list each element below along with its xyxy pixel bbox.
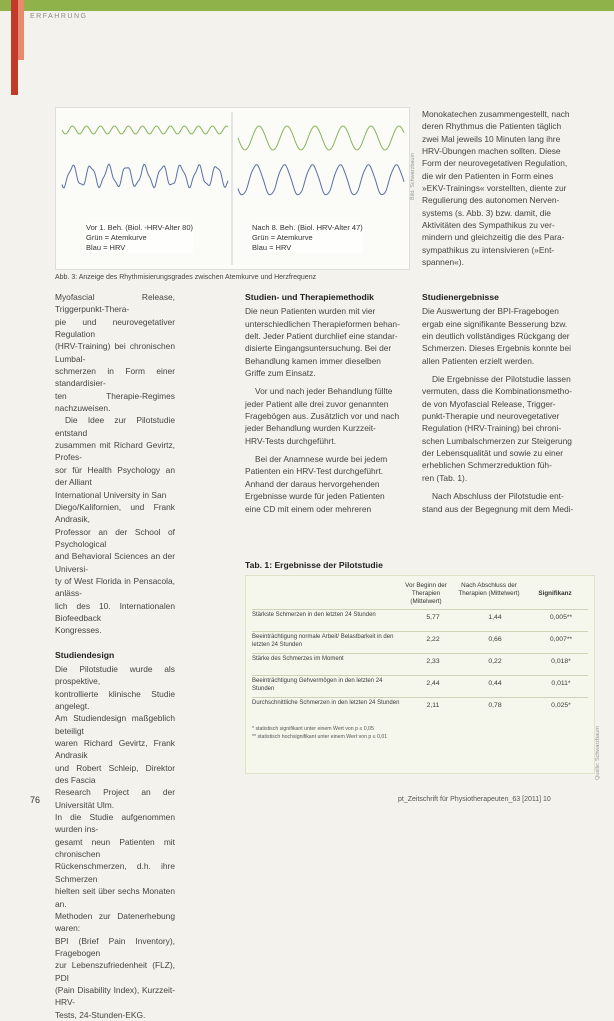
figure-legend-left xyxy=(86,223,193,253)
text-line: Methoden zur Datenerhebung waren: xyxy=(55,910,175,934)
text-line: jeder Behandlung wurden Kurzzeit- xyxy=(245,423,376,434)
text-line: In die Studie aufgenommen wurden ins- xyxy=(55,812,175,835)
text-line: HRV-Übungen machen sollten. Diese xyxy=(422,146,561,157)
breath-curve-before xyxy=(62,126,228,134)
hrv-curve-after xyxy=(238,165,404,195)
heading-studienergebnisse: Studienergebnisse xyxy=(422,292,499,302)
row-value-after: 0,78 xyxy=(488,702,502,709)
column-middle xyxy=(245,291,413,515)
text-line: Diego/Kalifornien, und Frank Andrasik, xyxy=(55,501,175,525)
figure-hrv xyxy=(55,107,410,270)
row-value-before: 2,33 xyxy=(426,658,440,665)
text-line: spannen«). xyxy=(422,257,464,268)
table-header: Nach Abschluss der Therapien (Mittelwert) xyxy=(458,582,520,597)
row-significance: 0,005** xyxy=(549,614,573,621)
text-line: erheblichen Schmerzreduktion füh- xyxy=(422,460,552,471)
text-line: zwei Mal jeweils 10 Minuten lang ihre xyxy=(422,133,561,144)
text-line: zusammen mit Richard Gevirtz, Profes- xyxy=(55,440,175,463)
text-line: stand aus der Begegnung mit dem Medi- xyxy=(422,503,574,514)
table-row xyxy=(252,609,588,628)
row-value-after: 0,22 xyxy=(488,658,502,665)
text-line: Bei der Anamnese wurde bei jedem xyxy=(255,454,388,465)
text-line: de von Myofascial Release, Trigger- xyxy=(422,398,556,409)
table-row xyxy=(252,697,588,716)
figure-credit: Bild: Schwarzbaum xyxy=(410,152,416,200)
text-line: sor für Health Psychology an der Alliant xyxy=(55,464,175,488)
text-line: deren Rhythmus die Patienten täglich xyxy=(422,121,562,132)
row-value-before: 2,44 xyxy=(426,680,440,687)
text-line: Kongresses. xyxy=(55,625,102,636)
text-line: Form der neurovegetativen Regulation, xyxy=(422,158,568,169)
table-title: Tab. 1: Ergebnisse der Pilotstudie xyxy=(245,560,383,570)
text-line: Die neun Patienten wurden mit vier xyxy=(245,306,376,317)
text-line: schmerzen in Form einer standardisier- xyxy=(55,366,175,389)
legend-line: Grün = Atemkurve xyxy=(252,233,313,242)
text-line: kontrollierte klinische Studie angelegt. xyxy=(55,688,175,711)
text-line: Die Idee zur Pilotstudie entstand xyxy=(55,415,175,438)
text-line: Schmerzen. Dieses Ergebnis konnte bei xyxy=(422,343,571,354)
journal-footer: pt_Zeitschrift für Physiotherapeuten_63 [2011] 10 xyxy=(398,796,551,803)
text-line: ein deutlich vollständiges Rückgang der xyxy=(422,331,570,342)
text-line: hielten seit über sechs Monaten an. xyxy=(55,886,175,909)
row-value-before: 2,22 xyxy=(426,636,440,643)
text-line: Vor und nach jeder Behandlung füllte xyxy=(255,386,393,397)
row-significance: 0,011* xyxy=(551,680,571,687)
legend-line: Blau = HRV xyxy=(252,243,292,252)
text-line: vermuten, dass die Kombinationsmetho- xyxy=(422,386,572,397)
column-left xyxy=(55,291,175,1021)
text-line: Fragebögen aus. Zusätzlich vor und nach xyxy=(245,411,400,422)
text-line: International University in San xyxy=(55,489,167,500)
section-label: ERFAHRUNG xyxy=(30,13,88,20)
row-value-before: 2,11 xyxy=(426,702,440,709)
text-line: und Robert Schleip, Direktor des Fascia xyxy=(55,762,175,786)
text-line: Professor an der School of Psychological xyxy=(55,526,175,549)
figure-caption: Abb. 3: Anzeige des Rhythmisierungsgrades zwischen Atemkurve und Herzfrequenz xyxy=(55,274,317,281)
text-line: pie und neurovegetativer Regulation xyxy=(55,316,175,340)
text-line: »EKV-Trainings« vorstellten, diente zur xyxy=(422,183,567,194)
legend-line: Grün = Atemkurve xyxy=(86,233,147,242)
text-line: Aktivitäten des Sympathikus zu ver- xyxy=(422,220,555,231)
text-line: (HRV-Training) bei chronischen Lumbal- xyxy=(55,341,175,364)
text-line: ergab eine signifikante Besserung bzw. xyxy=(422,318,568,329)
text-line: Griffe zum Einsatz. xyxy=(245,368,316,379)
table-footnote: ** statistisch hochsignifikant unter einem Wert von p ≤ 0,01 xyxy=(252,734,388,740)
text-line: zur Lebenszufriedenheit (FLZ), PDI xyxy=(55,960,175,983)
text-line: Monokatechen zusammengestellt, nach xyxy=(422,109,570,119)
page-number: 76 xyxy=(30,795,41,805)
text-line: Nach Abschluss der Pilotstudie ent- xyxy=(432,491,564,502)
text-line: ten Therapie-Regimes nachzuweisen. xyxy=(55,390,175,414)
row-label: Stärke des Schmerzes im Moment xyxy=(252,656,344,662)
table-footnote: * statistisch signifikant unter einem Wert von p ≤ 0,05 xyxy=(252,726,374,732)
row-value-before: 5,77 xyxy=(426,614,440,621)
row-value-after: 1,44 xyxy=(488,614,502,621)
text-line: systems (s. Abb. 3) bzw. damit, die xyxy=(422,207,551,218)
header-bar xyxy=(0,0,614,11)
table-header: Signifikanz xyxy=(538,590,572,597)
figure-legend-right xyxy=(252,223,363,253)
heading-studiendesign: Studiendesign xyxy=(55,649,115,660)
row-label: Beeinträchtigung Gehvermögen in den letzten 24 Stunden xyxy=(252,678,383,692)
table-header: Vor Beginn der Therapien (Mittelwert) xyxy=(405,582,447,605)
heading-studienmethodik: Studien- und Therapiemethodik xyxy=(245,292,374,302)
text-line: der Lebensqualität und sowie zu einer xyxy=(422,448,564,459)
table-row xyxy=(252,653,588,672)
text-line: Research Project an der Universität Ulm. xyxy=(55,787,175,810)
text-line: Ergebnisse wurde für jeden Patienten xyxy=(245,491,385,502)
text-line: HRV-Tests durchgeführt. xyxy=(245,435,337,446)
row-value-after: 0,44 xyxy=(488,680,502,687)
legend-line: Nach 8. Beh. (Biol. HRV-Alter 47) xyxy=(252,223,363,232)
legend-line: Vor 1. Beh. (Biol. -HRV-Alter 80) xyxy=(86,223,193,232)
text-line: Patienten ein HRV-Test durchgeführt. xyxy=(245,466,384,477)
row-label: Durchschnittliche Schmerzen in den letzten 24 Stunden xyxy=(252,700,400,706)
text-line: punkt-Therapie und neurovegetativer xyxy=(422,411,560,422)
text-line: BPI (Brief Pain Inventory), Fragebogen xyxy=(55,935,175,958)
text-line: Die Ergebnisse der Pilotstudie lassen xyxy=(432,374,571,385)
text-line: Behandlung kamen immer dieselben xyxy=(245,355,381,366)
text-line: Anhand der daraus hervorgehenden xyxy=(245,478,380,489)
row-significance: 0,018* xyxy=(551,658,571,665)
text-line: sympathikus zu intensivieren (»Ent- xyxy=(422,244,555,255)
text-line: ty of West Florida in Pensacola, anläss- xyxy=(55,575,175,599)
table-row xyxy=(252,631,588,650)
text-line: allen Patienten erzielt werden. xyxy=(422,355,535,366)
text-line: Rückenschmerzen, d.h. ihre Schmerzen xyxy=(55,861,175,884)
text-line: delt. Jeder Patient durchlief eine standar- xyxy=(245,331,398,342)
row-label: Beeinträchtigung normale Arbeit/ Belastbarkeit in den letzten 24 Stunden xyxy=(252,634,394,648)
row-significance: 0,025* xyxy=(551,702,571,709)
text-line: disierte Eingangsuntersuchung. Bei der xyxy=(245,343,392,354)
row-significance: 0,007** xyxy=(549,636,573,643)
text-line: ren (Tab. 1). xyxy=(422,472,468,483)
row-value-after: 0,66 xyxy=(488,636,502,643)
header-tab-accent-light xyxy=(18,0,24,60)
text-line: eine CD mit einem oder mehreren xyxy=(245,503,372,514)
text-line: unterschiedlichen Therapieformen behan- xyxy=(245,318,400,329)
text-line: waren Richard Gevirtz, Frank Andrasik xyxy=(55,738,175,761)
legend-line: Blau = HRV xyxy=(86,243,126,252)
text-line: gesamt neun Patienten mit chronischen xyxy=(55,836,175,860)
column-top-right xyxy=(422,108,590,268)
text-line: and Behavioral Sciences an der Universi- xyxy=(55,551,175,574)
row-label: Stärkste Schmerzen in den letzten 24 Stunden xyxy=(252,612,376,618)
text-line: Die Pilotstudie wurde als prospektive, xyxy=(55,663,175,687)
table-row xyxy=(252,675,588,694)
text-line: Myofascial Release, Triggerpunkt-Thera- xyxy=(55,292,175,315)
text-line: Die Auswertung der BPI-Fragebogen xyxy=(422,306,559,317)
text-line: schen Lumbalschmerzen zur Steigerung xyxy=(422,435,572,446)
text-line: die wir den Patienten in Form eines xyxy=(422,170,554,181)
figure-panel-left xyxy=(62,126,228,188)
figure-panel-right xyxy=(238,126,404,195)
text-line: Am Studiendesign maßgeblich beteiligt xyxy=(55,713,175,736)
breath-curve-after xyxy=(238,126,404,150)
column-right xyxy=(422,291,590,515)
text-line: mindern und gleichzeitig die des Para- xyxy=(422,232,565,243)
text-line: jeder Patient alle drei zuvor genannten xyxy=(245,398,389,409)
table-credit: Quelle: Schwarzbaum xyxy=(595,726,601,780)
text-line: Tests, 24-Stunden-EKG. xyxy=(55,1009,146,1020)
header-tab-accent xyxy=(11,0,18,95)
results-table xyxy=(245,575,595,774)
hrv-curve-before xyxy=(62,164,228,188)
text-line: lich des 10. Internationalen Biofeedback xyxy=(55,600,175,623)
text-line: (Pain Disability Index), Kurzzeit-HRV- xyxy=(55,984,175,1008)
text-line: Regulierung des autonomen Nerven- xyxy=(422,195,560,206)
text-line: Regulation (HRV-Training) bei chroni- xyxy=(422,423,562,434)
